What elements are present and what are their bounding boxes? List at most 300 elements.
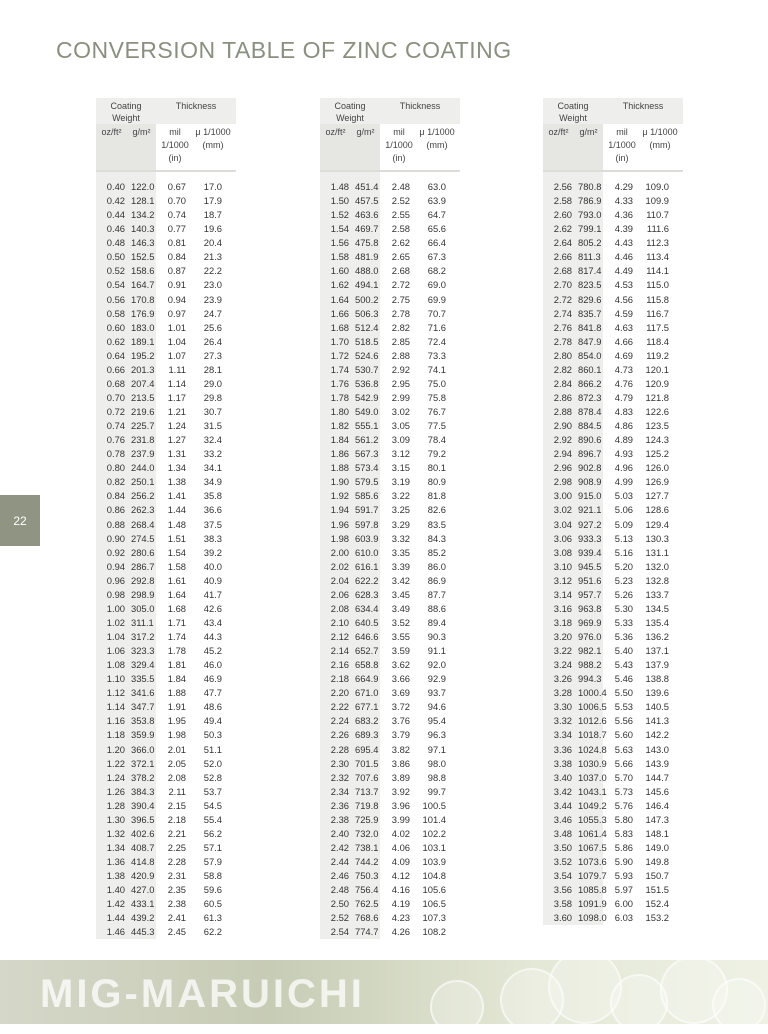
gm-cell: 591.7 [355, 504, 379, 516]
table-row [320, 757, 460, 771]
table-row [320, 489, 460, 503]
gm-cell: 1055.3 [578, 813, 607, 825]
oz-cell: 1.26 [106, 785, 125, 797]
gm-cell: 311.1 [131, 616, 154, 628]
mil-cell: 3.79 [391, 729, 410, 741]
oz-cell: 3.48 [553, 827, 572, 839]
oz-cell: 2.74 [553, 307, 572, 319]
mil-cell: 4.89 [614, 434, 633, 446]
table-row [543, 503, 683, 517]
oz-cell: 1.24 [106, 771, 125, 783]
mil-cell: 5.06 [614, 504, 633, 516]
oz-cell: 2.24 [330, 715, 349, 727]
mil-cell: 5.56 [614, 715, 633, 727]
mil-cell: 1.54 [167, 546, 186, 558]
oz-cell: 3.04 [553, 518, 572, 530]
gm-cell: 823.5 [578, 279, 602, 291]
gm-cell: 683.2 [355, 715, 379, 727]
oz-cell: 3.46 [553, 813, 572, 825]
mil-cell: 3.52 [391, 616, 410, 628]
gm-cell: 1030.9 [578, 757, 607, 769]
oz-cell: 3.36 [553, 743, 572, 755]
oz-cell: 0.90 [106, 532, 125, 544]
table-row [320, 616, 460, 630]
oz-cell: 2.66 [553, 251, 572, 263]
oz-cell: 2.86 [553, 391, 572, 403]
gm-cell: 280.6 [131, 546, 155, 558]
oz-cell: 1.52 [330, 209, 349, 221]
table-row [543, 293, 683, 307]
table-row [320, 335, 460, 349]
gm-cell: 1000.4 [578, 687, 607, 699]
oz-cell: 3.08 [553, 546, 572, 558]
mil-cell: 4.83 [614, 406, 633, 417]
mil-cell: 0.77 [167, 223, 186, 235]
oz-cell: 0.88 [106, 518, 125, 530]
mu-cell: 151.5 [645, 884, 669, 896]
mu-column-header: μ 1/1000 (mm) [419, 127, 455, 150]
mil-cell: 4.36 [614, 209, 633, 221]
gm-cell: 585.6 [355, 490, 379, 502]
oz-cell: 1.74 [330, 363, 349, 375]
oz-cell: 1.64 [330, 293, 349, 305]
mil-cell: 4.09 [391, 856, 410, 867]
gm-cell: 567.3 [355, 448, 379, 460]
gm-cell: 933.3 [578, 532, 602, 544]
table-row [543, 335, 683, 349]
mil-cell: 5.70 [614, 771, 633, 783]
oz-cell: 0.92 [106, 546, 125, 558]
oz-cell: 1.34 [106, 841, 125, 853]
mil-cell: 3.12 [391, 448, 410, 460]
oz-cell: 1.78 [330, 391, 349, 403]
table-row [320, 799, 460, 813]
table-row [96, 616, 236, 630]
gm-cell: 231.8 [131, 434, 155, 446]
table-row [320, 532, 460, 546]
mu-cell: 34.9 [203, 476, 222, 488]
gm-cell: 1098.0 [578, 912, 607, 924]
mu-cell: 96.3 [427, 729, 446, 741]
mu-cell: 90.3 [427, 631, 446, 642]
mu-cell: 22.2 [203, 265, 222, 277]
mil-cell: 4.69 [614, 349, 633, 361]
oz-cell: 1.42 [106, 898, 125, 910]
mil-cell: 1.91 [167, 701, 186, 713]
mil-cell: 3.19 [391, 476, 410, 488]
gm-cell: 1091.9 [578, 898, 607, 910]
gm-cell: 811.3 [578, 251, 601, 263]
oz-cell: 1.82 [330, 420, 349, 432]
conversion-table-1 [96, 98, 236, 939]
table-row [320, 897, 460, 911]
table-row [320, 250, 460, 264]
table-row [320, 743, 460, 757]
mil-cell: 5.83 [614, 827, 633, 839]
mu-cell: 127.7 [645, 490, 669, 502]
table-row [320, 447, 460, 461]
oz-cell: 2.28 [330, 743, 349, 755]
gm-cell: 298.9 [131, 588, 155, 600]
oz-cell: 2.90 [553, 420, 572, 432]
oz-cell: 3.18 [553, 616, 572, 628]
table-row [96, 180, 236, 194]
gm-cell: 732.0 [355, 827, 379, 839]
table-row [320, 630, 460, 644]
mil-cell: 2.58 [391, 223, 410, 235]
mu-cell: 146.4 [645, 799, 669, 811]
gm-cell: 793.0 [578, 209, 602, 221]
oz-cell: 1.96 [330, 518, 349, 530]
mil-cell: 1.27 [167, 434, 186, 446]
mil-cell: 3.42 [391, 574, 410, 586]
oz-cell: 3.56 [553, 884, 572, 896]
mil-cell: 0.74 [167, 209, 186, 221]
mu-cell: 47.7 [203, 687, 222, 699]
gm-cell: 622.2 [355, 574, 379, 586]
oz-cell: 2.26 [330, 729, 349, 741]
mil-cell: 1.07 [167, 349, 186, 361]
table-row [320, 377, 460, 391]
oz-cell: 1.90 [330, 476, 349, 488]
table-row [320, 222, 460, 236]
table-body [543, 172, 683, 925]
gm-cell: 1061.4 [578, 827, 607, 839]
mil-cell: 3.15 [391, 462, 410, 474]
mu-cell: 67.3 [427, 251, 446, 263]
mu-cell: 28.1 [203, 363, 222, 375]
mu-cell: 66.4 [427, 237, 446, 249]
oz-cell: 2.78 [553, 335, 572, 347]
mil-cell: 3.92 [391, 785, 410, 797]
mu-cell: 93.7 [427, 687, 446, 699]
mu-cell: 86.0 [427, 560, 446, 572]
gm-cell: 549.0 [355, 406, 379, 417]
oz-cell: 3.14 [553, 588, 572, 600]
mil-cell: 1.14 [167, 377, 186, 389]
table-row [320, 560, 460, 574]
gm-cell: 530.7 [355, 363, 379, 375]
table-row [96, 278, 236, 292]
conversion-table-3 [543, 98, 683, 925]
mil-cell: 1.21 [167, 406, 186, 417]
gm-cell: 640.5 [355, 616, 379, 628]
gm-cell: 481.9 [355, 251, 379, 263]
gm-cell: 256.2 [131, 490, 155, 502]
gm-cell: 414.8 [131, 856, 155, 867]
mil-cell: 1.38 [167, 476, 186, 488]
oz-cell: 0.80 [106, 462, 125, 474]
oz-cell: 1.86 [330, 448, 349, 460]
mu-cell: 109.9 [645, 195, 669, 207]
table-row [96, 532, 236, 546]
gm-cell: 262.3 [131, 504, 155, 516]
gm-cell: 176.9 [131, 307, 155, 319]
mu-cell: 18.7 [203, 209, 222, 221]
mu-cell: 103.9 [422, 856, 446, 867]
gm-cell: 408.7 [131, 841, 155, 853]
thickness-header: Thickness [399, 101, 441, 111]
gm-cell: 335.5 [131, 673, 155, 685]
oz-cell: 3.02 [553, 504, 572, 516]
mu-column-header: μ 1/1000 (mm) [195, 127, 231, 150]
mil-cell: 4.12 [391, 870, 410, 882]
mil-cell: 3.25 [391, 504, 410, 516]
table-row [543, 771, 683, 785]
gm-cell: 170.8 [131, 293, 155, 305]
gm-cell: 1067.5 [578, 841, 607, 853]
column-header-row [543, 124, 683, 172]
oz-cell: 0.86 [106, 504, 125, 516]
table-row [543, 419, 683, 433]
gm-cell: 237.9 [131, 448, 155, 460]
table-row [543, 588, 683, 602]
table-row [320, 307, 460, 321]
table-row [543, 869, 683, 883]
gm-cell: 756.4 [355, 884, 379, 896]
oz-cell: 2.20 [330, 687, 349, 699]
mil-cell: 4.53 [614, 279, 633, 291]
mu-cell: 108.2 [422, 926, 446, 938]
gm-cell: 122.0 [131, 181, 155, 192]
oz-cell: 3.24 [553, 659, 572, 671]
gm-cell: 286.7 [131, 560, 155, 572]
mu-cell: 29.0 [203, 377, 222, 389]
table-row [320, 405, 460, 419]
table-row [543, 180, 683, 194]
table-row [96, 405, 236, 419]
oz-cell: 1.76 [330, 377, 349, 389]
oz-cell: 1.10 [106, 673, 125, 685]
table-row [543, 630, 683, 644]
table-row [96, 489, 236, 503]
mil-cell: 3.32 [391, 532, 410, 544]
mil-cell: 5.09 [614, 518, 633, 530]
mu-cell: 98.0 [427, 757, 446, 769]
table-row [96, 546, 236, 560]
table-row [96, 686, 236, 700]
gm-cell: 274.5 [131, 532, 155, 544]
column-header-row [320, 124, 460, 172]
mu-cell: 23.0 [203, 279, 222, 291]
oz-cell: 0.40 [106, 181, 125, 192]
table-row [96, 630, 236, 644]
oz-cell: 2.18 [330, 673, 349, 685]
gm-cell: 579.5 [355, 476, 379, 488]
table-row [96, 194, 236, 208]
gm-cell: 195.2 [131, 349, 155, 361]
mil-cell: 2.21 [167, 827, 186, 839]
gm-cell: 939.4 [578, 546, 602, 558]
mu-cell: 113.4 [646, 251, 669, 263]
mu-cell: 107.3 [422, 912, 446, 924]
oz-cell: 3.28 [553, 687, 572, 699]
mil-cell: 0.91 [167, 279, 186, 291]
gm-cell: 268.4 [131, 518, 155, 530]
mil-cell: 5.43 [614, 659, 633, 671]
table-row [543, 743, 683, 757]
table-row [320, 588, 460, 602]
mu-cell: 43.4 [203, 616, 222, 628]
page-number-tab [0, 495, 40, 546]
mil-cell: 4.49 [614, 265, 633, 277]
table-row [543, 461, 683, 475]
gm-cell: 847.9 [578, 335, 602, 347]
mu-cell: 77.5 [427, 420, 446, 432]
gm-cell: 469.7 [355, 223, 379, 235]
table-row [543, 278, 683, 292]
coating-weight-header: Coating Weight [334, 101, 366, 123]
mil-cell: 1.71 [167, 616, 186, 628]
mil-cell: 1.95 [167, 715, 186, 727]
mu-cell: 41.7 [203, 588, 222, 600]
gm-cell: 317.2 [131, 631, 155, 642]
page-title: CONVERSION TABLE OF ZINC COATING [56, 37, 512, 63]
mu-cell: 31.5 [203, 420, 222, 432]
mil-cell: 2.88 [391, 349, 410, 361]
oz-cell: 0.56 [106, 293, 125, 305]
table-row [543, 700, 683, 714]
oz-cell: 1.18 [106, 729, 125, 741]
mu-cell: 19.6 [203, 223, 222, 235]
table-row [96, 349, 236, 363]
table-row [543, 489, 683, 503]
mu-cell: 68.2 [427, 265, 446, 277]
gm-cell: 420.9 [131, 870, 155, 882]
table-row [96, 588, 236, 602]
oz-cell: 3.10 [553, 560, 572, 572]
mu-cell: 150.7 [645, 870, 669, 882]
coating-weight-header: Coating Weight [110, 101, 142, 123]
table-row [543, 475, 683, 489]
gm-cell: 201.3 [131, 363, 155, 375]
mil-cell: 2.45 [167, 926, 186, 938]
gm-cell: 689.3 [355, 729, 379, 741]
gm-cell: 805.2 [578, 237, 602, 249]
gm-cell: 219.6 [131, 406, 155, 417]
mil-cell: 3.55 [391, 631, 410, 642]
mu-cell: 54.5 [203, 799, 222, 811]
oz-cell: 0.76 [106, 434, 125, 446]
mu-cell: 49.4 [203, 715, 222, 727]
table-row [96, 925, 236, 939]
table-row [543, 728, 683, 742]
mu-cell: 95.4 [427, 715, 446, 727]
oz-cell: 2.52 [330, 912, 349, 924]
gm-cell: 866.2 [578, 377, 602, 389]
gm-column-header: g/m² [351, 124, 380, 170]
mil-cell: 5.50 [614, 687, 633, 699]
table-row [543, 208, 683, 222]
table-row [96, 827, 236, 841]
mil-cell: 5.20 [614, 560, 633, 572]
oz-cell: 1.16 [106, 715, 125, 727]
mu-cell: 27.3 [203, 349, 222, 361]
oz-cell: 1.70 [330, 335, 349, 347]
oz-cell: 2.64 [553, 237, 572, 249]
mu-cell: 114.1 [646, 265, 669, 277]
mu-cell: 105.6 [422, 884, 446, 896]
oz-cell: 1.28 [106, 799, 125, 811]
gm-cell: 1037.0 [578, 771, 607, 783]
oz-cell: 1.40 [106, 884, 125, 896]
oz-cell: 2.00 [330, 546, 349, 558]
mil-cell: 4.63 [614, 321, 633, 333]
mil-column-header: mil 1/1000 (in) [385, 127, 413, 163]
table-row [96, 377, 236, 391]
table-row [543, 405, 683, 419]
oz-cell: 1.94 [330, 504, 349, 516]
mil-cell: 1.34 [167, 462, 186, 474]
mu-cell: 87.7 [427, 588, 446, 600]
oz-cell: 1.84 [330, 434, 349, 446]
gm-cell: 677.1 [355, 701, 379, 713]
table-row [320, 883, 460, 897]
table-row [96, 222, 236, 236]
table-row [543, 686, 683, 700]
mu-cell: 139.6 [645, 687, 669, 699]
gm-cell: 494.1 [355, 279, 379, 291]
gm-cell: 725.9 [355, 813, 379, 825]
mu-cell: 103.1 [422, 841, 446, 853]
mil-cell: 1.58 [167, 560, 186, 572]
gm-cell: 1012.6 [578, 715, 607, 727]
gm-cell: 536.8 [355, 377, 379, 389]
mu-cell: 62.2 [203, 926, 222, 938]
gm-cell: 372.1 [131, 757, 155, 769]
gm-cell: 396.5 [131, 813, 155, 825]
mu-cell: 79.2 [427, 448, 446, 460]
mil-cell: 3.29 [391, 518, 410, 530]
mil-cell: 5.46 [614, 673, 633, 685]
mil-cell: 2.31 [167, 870, 186, 882]
mu-cell: 55.4 [203, 813, 222, 825]
oz-cell: 3.00 [553, 490, 572, 502]
mu-cell: 104.8 [422, 870, 446, 882]
mu-cell: 80.1 [427, 462, 446, 474]
gm-cell: 500.2 [355, 293, 379, 305]
gm-cell: 439.2 [131, 912, 155, 924]
mil-cell: 4.46 [614, 251, 633, 263]
oz-cell: 0.82 [106, 476, 125, 488]
mil-cell: 4.33 [614, 195, 633, 207]
mil-cell: 4.26 [391, 926, 410, 938]
mu-cell: 97.1 [427, 743, 446, 755]
mu-cell: 40.9 [203, 574, 222, 586]
gm-cell: 244.0 [131, 462, 155, 474]
mu-cell: 57.9 [203, 856, 222, 867]
table-row [320, 461, 460, 475]
table-row [543, 658, 683, 672]
mu-cell: 135.4 [645, 616, 669, 628]
mil-cell: 3.05 [391, 420, 410, 432]
gm-cell: 695.4 [355, 743, 379, 755]
mil-cell: 5.03 [614, 490, 633, 502]
oz-cell: 0.66 [106, 363, 125, 375]
mu-cell: 100.5 [422, 799, 446, 811]
mil-column-header: mil 1/1000 (in) [161, 127, 189, 163]
oz-cell: 1.00 [106, 602, 125, 614]
mu-cell: 94.6 [427, 701, 446, 713]
mil-cell: 3.96 [391, 799, 410, 811]
mil-cell: 5.36 [614, 631, 633, 642]
table-row [320, 672, 460, 686]
gm-cell: 945.5 [578, 560, 602, 572]
oz-cell: 1.14 [106, 701, 125, 713]
mil-cell: 5.33 [614, 616, 633, 628]
mil-cell: 5.90 [614, 856, 633, 867]
oz-cell: 2.50 [330, 898, 349, 910]
